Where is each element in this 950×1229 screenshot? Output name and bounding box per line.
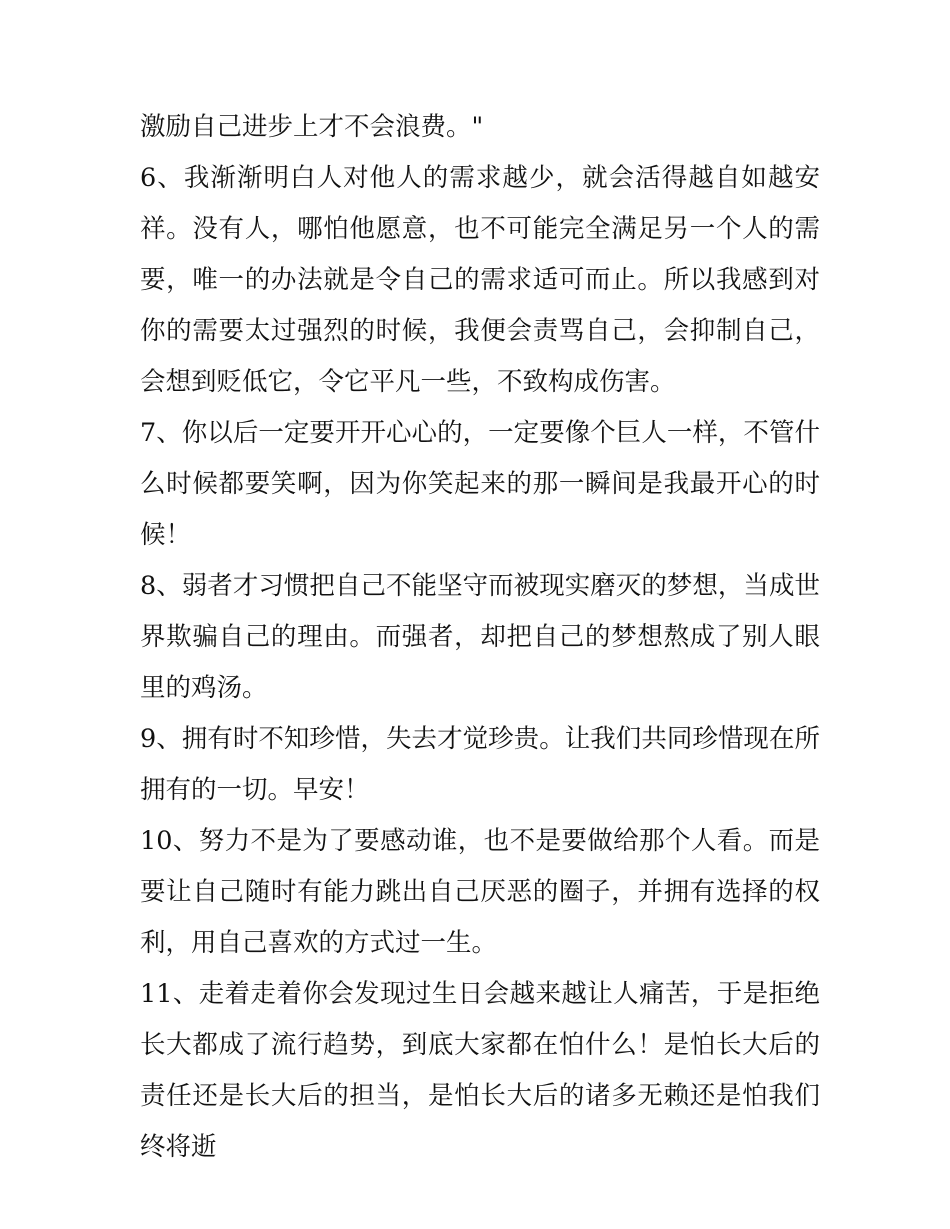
paragraph-item-11: 11、走着走着你会发现过生日会越来越让人痛苦，于是拒绝长大都成了流行趋势，到底大家都在怕什么！是怕长大后的责任还是长大后的担当，是怕长大后的诸多无赖还是怕我们终将逝 xyxy=(140,979,820,1162)
paragraph-item-8: 8、弱者才习惯把自己不能坚守而被现实磨灭的梦想，当成世界欺骗自己的理由。而强者，却把自己的梦想熬成了别人眼里的鸡汤。 xyxy=(140,571,820,703)
paragraph-continuation: 激励自己进步上才不会浪费。" xyxy=(140,112,484,142)
document-body xyxy=(140,102,820,1173)
paragraph-item-9: 9、拥有时不知珍惜，失去才觉珍贵。让我们共同珍惜现在所拥有的一切。早安！ xyxy=(140,724,820,805)
paragraph-item-10: 10、努力不是为了要感动谁，也不是要做给那个人看。而是要让自己随时有能力跳出自己厌恶的圈子，并拥有选择的权利，用自己喜欢的方式过一生。 xyxy=(140,826,820,958)
paragraph-item-7: 7、你以后一定要开开心心的，一定要像个巨人一样，不管什么时候都要笑啊，因为你笑起来的那一瞬间是我最开心的时候！ xyxy=(140,418,820,550)
paragraph-item-6: 6、我渐渐明白人对他人的需求越少，就会活得越自如越安祥。没有人，哪怕他愿意，也不可能完全满足另一个人的需要，唯一的办法就是令自己的需求适可而止。所以我感到对你的需要太过强烈的时候，我便会责骂自己，会抑制自己，会想到贬低它，令它平凡一些，不致构成伤害。 xyxy=(140,163,820,397)
